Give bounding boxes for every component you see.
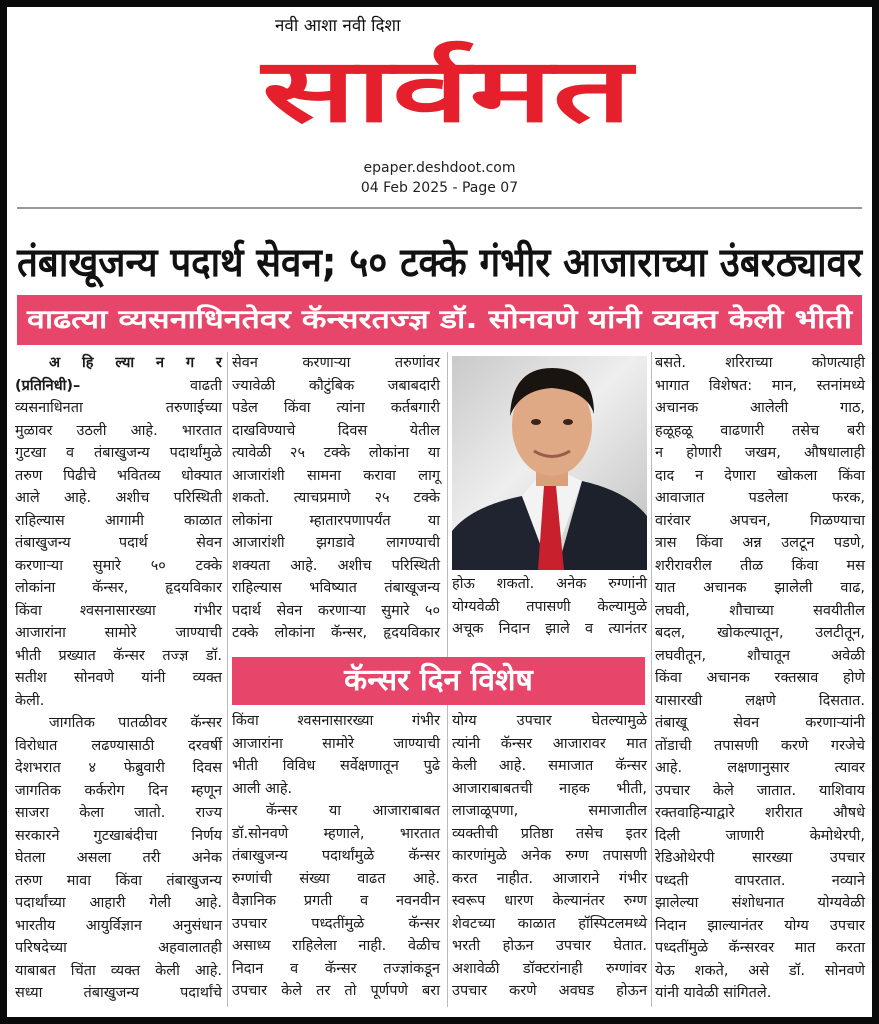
text-line: लघवीतून, शौचातून अवेळी [655,647,865,664]
text-line: निदान व कॅन्सर तज्ज्ञांकडून [232,960,440,977]
text-line: भरती होऊन उपचार घेतात. [452,938,647,954]
text-line: स्वरूप धारण केल्यानंतर रुग्ण [452,893,647,909]
text-line: विरोधात लढण्यासाठी दरवर्षी [15,737,222,754]
text-line: आले आहे. अशीच परिस्थिती [15,490,222,506]
text-line: राहिल्यास आगामी काळात [15,512,222,529]
text-line: व्यक्तीची प्रतिष्ठा तसेच इतर [452,825,647,842]
newspaper-clipping [7,7,872,1017]
text-line: जागतिक कर्करोग दिन म्हणून [15,782,222,799]
column-divider [227,352,228,1007]
article-headline: तंबाखूजन्य पदार्थ सेवन; ५० टक्के गंभीर आजाराच्या उंबरठ्यावर [17,240,862,286]
text-line: भारतीय आयुर्विज्ञान अनुसंधान [15,917,222,934]
text-line: व्यसनाधिनता तरुणाईच्या [15,400,222,416]
text-line: देशभरात ४ फेब्रुवारी दिवस [15,760,222,776]
text-line: लाजाळूपणा, समाजातील [452,803,647,819]
doctor-photo [452,356,647,570]
text-line: ज्यावेळी कौटुंबिक जबाबदारी [232,377,440,394]
text-line: बसते. शरिराच्या कोणत्याही [655,355,865,371]
column-4 [655,352,865,1005]
text-line: निदान झाल्यानंतर योग्य उपचार [655,917,865,934]
column-2-bottom [232,710,440,1003]
text-line: दाखविण्याचे दिवस येतील [232,422,440,439]
text-line: सतीश सोनवणे यांनी व्यक्त [15,670,222,686]
text-line: त्रास किंवा अन्न उलटून पडणे, [655,535,865,551]
text-line: पदार्थ सेवन करणाऱ्या सुमारे ५० [232,602,440,619]
text-line: उपचार केले जातात. याशिवाय [655,782,865,799]
text-line: भीती प्रख्यात कॅन्सर तज्ज्ञ डॉ. [15,647,222,664]
text-line: आजारांना सामोरे जाण्याची [15,625,222,641]
text-line: तंबाखुजन्य पदार्थांमुळे कॅन्सर [232,848,440,864]
text-line: कॅन्सर या आजाराबाबत [266,803,440,819]
text-line: गुटखा व तंबाखुजन्य पदार्थांमुळे [15,445,222,461]
masthead-divider [17,207,862,209]
epaper-url: epaper.deshdoot.com [363,160,516,176]
text-line: तरुण पिढीचे भवितव्य धोक्यात [15,467,222,484]
cancer-day-special-label: कॅन्सर दिन विशेष [232,657,645,705]
edition-date-page: 04 Feb 2025 - Page 07 [360,180,519,196]
text-line: किंवा श्वसनासारख्या गंभीर [232,713,440,729]
text-line: आजारांशी सामना करावा लागू [232,467,440,484]
text-line: आवाजात पडलेला फरक, [655,490,865,506]
text-line: हळूहळू वाढणारी तसेच बरी [655,422,865,439]
text-line: रक्तवाहिन्याद्वारे शरीरात औषधे [655,805,865,821]
text-line: वारंवार अपचन, गिळण्याचा [655,512,865,529]
text-line: शरीरावरील तीळ किंवा मस [655,557,865,574]
text-line: तंबाखू सेवन करणाऱ्यांनी [655,715,865,731]
column-2-top [232,352,440,645]
text-line: डॉ.सोनवणे म्हणाले, भारतात [232,825,440,842]
text-line: तोंडाची तपासणी करणे गरजेचे [655,737,865,754]
text-line: किंवा श्वसनासारख्या गंभीर [15,602,222,619]
text-line: आहे. लक्षणानुसार त्यावर [655,760,865,776]
text-line: परिषदेच्या अहवालातही [15,940,222,956]
text-line: राहिल्यास भविष्यात तंबाखूजन्य [232,580,440,596]
text-line: रेडिओथेरपी सारख्या उपचार [655,850,865,866]
text-line: भीती विविध सर्वेक्षणातून पुढे [232,758,440,774]
text-line: त्यांनी कॅन्सर आजारावर मात [452,735,647,752]
text-line: टक्के लोकांना कॅन्सर, हृदयविकार [232,625,440,641]
text-line: झालेल्या संशोधनात योग्यवेळी [655,895,865,911]
article-subheadline: वाढत्या व्यसनाधिनतेवर कॅन्सरतज्ज्ञ डॉ. सोनवणे यांनी व्यक्त केली भीती [27,305,852,335]
text-line: असाध्य राहिलेला नाही. वेळीच [232,938,440,954]
text-line: आजारांना सामोरे जाण्याची [232,735,440,752]
text-line: अशावेळी डॉक्टरांनाही रुग्णांवर [452,960,647,977]
text-line: आजाराबाबतची नाहक भीती, [452,780,647,797]
text-line: मुळावर उठली आहे. भारतात [15,422,222,439]
text-line: लघवी, शौचाच्या सवयीतील [655,602,865,619]
text-line: रुग्णांची संख्या वाढत आहे. [232,870,440,887]
text-line: शकतो. त्याचप्रमाणे २५ टक्के [232,490,440,506]
text-line: जागतिक पातळीवर कॅन्सर [49,715,222,731]
text-line: घेतला असला तरी अनेक [15,850,222,866]
column-1 [15,352,222,1005]
text-line: आली आहे. [232,780,293,797]
text-line: शक्यता आहे. अशीच परिस्थिती [232,557,440,574]
text-line: यासारखी लक्षणे दिसतात. [655,692,865,709]
column-3-bottom [452,710,647,1003]
text-line: (प्रतिनिधी)– वाढती [15,377,222,394]
text-line: शेवटच्या काळात हॉस्पिटलमध्ये [452,915,647,932]
text-line: दाद न देणारा खोकला किंवा [655,467,865,484]
text-line: केली. [15,692,45,709]
text-line: होऊ शकतो. अनेक रुग्णांनी [452,576,647,592]
text-line: पडेल किंवा त्यांना कर्तबगारी [232,400,440,416]
column-divider [651,352,652,1007]
text-line: योग्यवेळी तपासणी केल्यामुळे [452,598,647,615]
text-line: अ हि ल्या न ग र [49,355,222,371]
text-line: तरुण मावा किंवा तंबाखुजन्य [15,872,222,889]
text-line: केली आहे. समाजात कॅन्सर [452,758,647,774]
text-line: वैज्ञानिक प्रगती व नवनवीन [232,893,440,909]
portrait-image [452,356,647,570]
text-line: साजरा केला जातो. राज्य [15,805,222,821]
text-line: अचानक आलेली गाठ, [655,400,865,416]
text-line: करत नाहीत. आजाराने गंभीर [452,870,647,887]
text-line: सेवन करणाऱ्या तरुणांवर [232,355,440,371]
masthead-tagline: नवी आशा नवी दिशा [275,16,401,36]
text-line: यात अचानक झालेली वाढ, [655,580,865,596]
text-line: सरकारने गुटखाबंदीचा निर्णय [15,827,222,844]
text-line: बदल, खोकल्यातून, उलटीतून, [655,625,865,641]
column-3-top [452,573,647,641]
text-line: सध्या तंबाखुजन्य पदार्थांचे [15,985,222,1001]
text-line: भागात विशेषत: मान, स्तनांमध्ये [655,377,865,394]
dateline: (प्रतिनिधी)– [15,377,81,394]
text-line: उपचार केले तर तो पूर्णपणे बरा [232,983,440,999]
text-line: तंबाखुजन्य पदार्थ सेवन [15,535,222,551]
text-line: त्यावेळी २५ टक्के लोकांना या [232,445,440,461]
text-line: पध्दतींमुळे कॅन्सरवर मात करता [655,940,865,956]
text-line: येऊ शकते, असे डॉ. सोनवणे [655,962,865,979]
text-line: लोकांना कॅन्सर, हृदयविकार [15,580,222,596]
text-line: लोकांना म्हातारपणापर्यंत या [232,512,440,529]
text-line: अचूक निदान झाले व त्यानंतर [452,621,647,637]
text-line: किंवा अचानक रक्तस्राव होणे [655,670,865,686]
text-line: योग्य उपचार घेतल्यामुळे [452,713,647,729]
text-line: न होणारी जखम, औषधालाही [655,445,865,461]
text-line: उपचार करणे अवघड होऊन [452,983,647,999]
text-line: पदार्थांच्या आहारी गेली आहे. [15,895,222,911]
text-line: आजारांशी झगडावे लागण्याची [232,535,440,551]
text-line: करणाऱ्या सुमारे ५० टक्के [15,557,222,574]
text-line: कारणांमुळे अनेक रुग्ण तपासणी [452,848,647,864]
text-line: उपचार पध्दतींमुळे कॅन्सर [232,915,440,932]
text-line: पध्दती वापरतात. नव्याने [655,872,865,889]
newspaper-logo: सार्वमत [262,39,632,142]
text-line: दिली जाणारी केमोथेरपी, [655,827,865,844]
text-line: याबाबत चिंता व्यक्त केली आहे. [15,962,222,979]
text-line: यांनी यावेळी सांगितले. [655,985,772,1001]
